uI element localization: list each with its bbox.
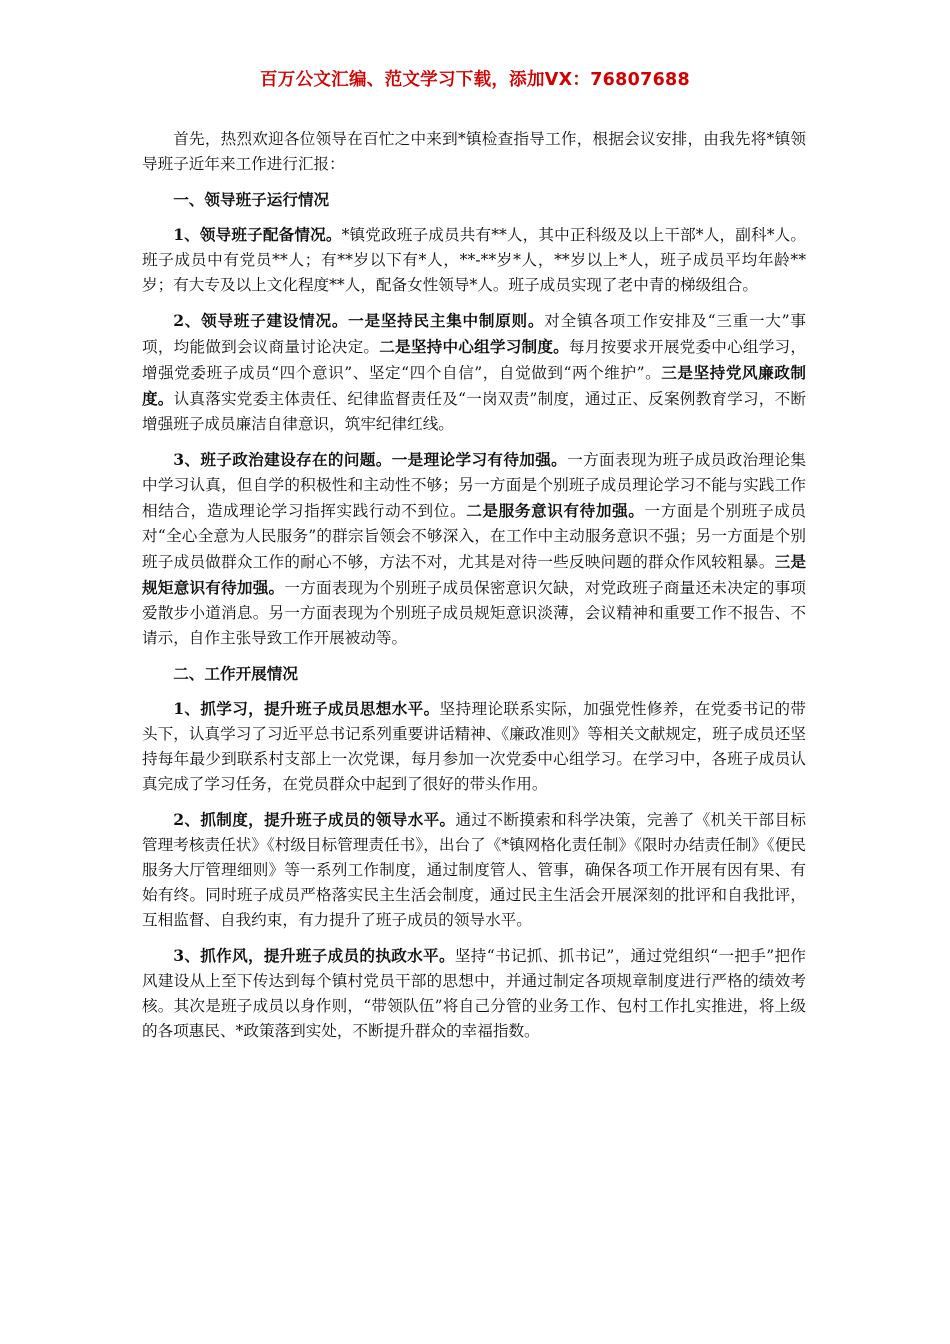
document-body: [142, 127, 806, 1044]
section1-p2-text-1: 对全镇各项工作安排及“三重一大”事项，均能做到会议商量讨论决定。: [142, 312, 806, 356]
section1-paragraph-1: [142, 222, 806, 298]
section2-paragraph-2: [142, 807, 806, 933]
header-banner: 百万公文汇编、范文学习下载，添加VX：76807688: [259, 70, 691, 90]
section1-p2-lead: 2、领导班子建设情况。一是坚持民主集中制原则。: [173, 311, 545, 330]
section2-paragraph-3: [142, 943, 806, 1044]
section2-title: 二、工作开展情况: [173, 664, 298, 683]
section1-p3-text-4: 个别班子成员规矩意识淡薄，会议精神和重要工作不报告、不请示，自作主张导致工作开展被动等。: [142, 604, 806, 647]
section1-p3-text-3: 一方面表现为个别班子成员保密意识欠缺，对党政班子商量还未决定的事项爱散步小道消息。另一方面表现为: [142, 579, 806, 622]
section1-p3-text-1: 一方面表现为班子成员政治理论集中学习认真，但自学的积极性和主动性不够；另一方面是个别班子成员理论学习不能与实践工作相结合，造成理论学习指挥实践行动不到位。: [142, 451, 806, 520]
section2-paragraph-1: [142, 696, 806, 797]
section2-p2-text: 通过不断摸索和科学决策，完善了《机关干部目标管理考核责任状》《村级目标管理责任书》，出台了《*镇网格化责任制》《限时办结责任制》《便民服务大厅管理细则》等一系列工作制度，通过制度管人、管事，确保各项工作开展有因有果、有始有终。同时班子成员严格落实民主生活会制度，通过民主生活会开展深刻的批评和自我批评，互相监督、自我约束，有力提升了班子成员的领导水平。: [142, 811, 806, 929]
section2-p3-lead: 3、抓作风，提升班子成员的执政水平。: [173, 946, 455, 965]
section1-p2-point-2: 二是坚持中心组学习制度。: [379, 337, 569, 356]
section1-p3-point-3: 三是规矩意识有待加强。: [142, 552, 806, 597]
section1-paragraph-3: [142, 447, 806, 651]
section1-title: 一、领导班子运行情况: [173, 190, 330, 209]
section1-p3-lead: 3、班子政治建设存在的问题。一是理论学习有待加强。: [173, 450, 568, 469]
section1-paragraph-2: [142, 308, 806, 437]
section1-p1-text: *镇党政班子成员共有**人，其中正科级及以上干部*人，副科*人。班子成员中有党员**人；有**岁以下有*人，**-**岁*人，**岁以上*人，班子成员平均年龄**岁；有大专及以上文化程度**人，配备女性领导*人。班子成员实现了老中青的梯级组合。: [142, 226, 806, 294]
section2-p1-text: 坚持理论联系实际，加强党性修养，在党委书记的带头下，认真学习了习近平总书记系列重要讲话精神、《廉政准则》等相关文献规定，班子成员还坚持每年最少到联系村支部上一次党课，每月参加一次党委中心组学习。在学习中，各班子成员认真完成了学习任务，在党员群众中起到了很好的带头作用。: [142, 700, 806, 793]
section2-p3-text: 坚持“书记抓、抓书记”，通过党组织“一把手”把作风建设从上至下传达到每个镇村党员干部的思想中，并通过制定各项规章制度进行严格的绩效考核。其次是班子成员以身作则，“带领队伍”将自己分管的业务工作、包村工作扎实推进，将上级的各项惠民、*政策落到实处，不断提升群众的幸福指数。: [142, 947, 806, 1040]
section1-p3-text-2: 一方面是个别班子成员对“全心全意为人民服务”的群宗旨领会不够深入，在工作中主动服务意识不强；另一方面是个别班子成员做群众工作的耐心不够，方法不对，尤其是对待一些反映问题的群众作风较粗暴。: [142, 502, 806, 571]
section2-p1-lead: 1、抓学习，提升班子成员思想水平。: [173, 699, 440, 718]
section1-p2-text-2: 每月按要求开展党委中心组学习，增强党委班子成员“四个意识”、坚定“四个自信”，自觉做到“两个维护”。: [142, 338, 806, 382]
section2-p2-lead: 2、抓制度，提升班子成员的领导水平。: [173, 810, 456, 829]
section1-p2-text-3: 认真落实党委主体责任、纪律监督责任及“一岗双责”制度，通过正、反案例教育学习，不断增强班子成员廉洁自律意识，筑牢纪律红线。: [142, 390, 806, 433]
intro-paragraph: 首先，热烈欢迎各位领导在百忙之中来到*镇检查指导工作，根据会议安排，由我先将*镇领导班子近年来工作进行汇报：: [142, 130, 806, 173]
section1-p3-point-2: 二是服务意识有待加强。: [466, 501, 645, 520]
section1-p2-point-3: 三是坚持党风廉政制度。: [142, 363, 806, 408]
section1-p1-lead: 1、领导班子配备情况。: [173, 225, 342, 244]
